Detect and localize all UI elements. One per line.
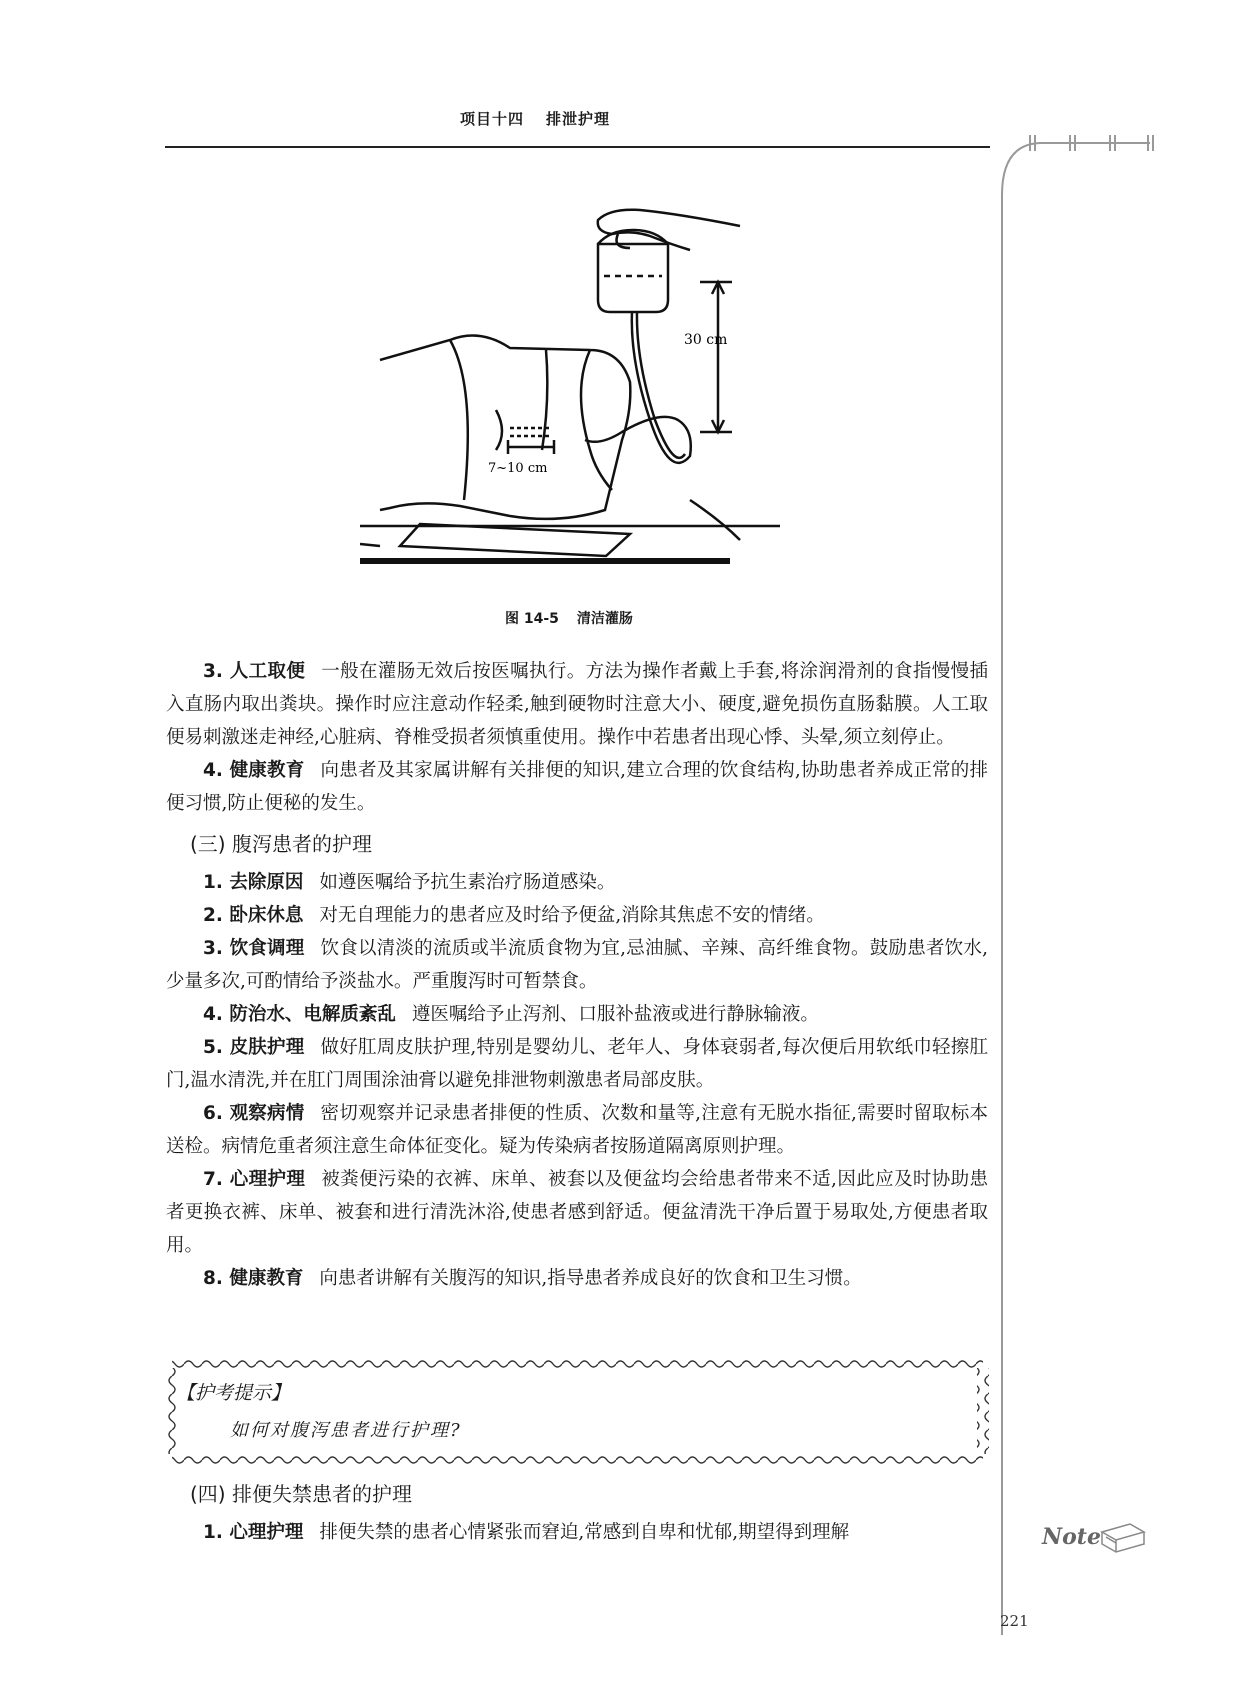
page-number: 221 xyxy=(1000,1612,1029,1630)
note-text: Note xyxy=(1042,1524,1101,1550)
paragraph-text: 遵医嘱给予止泻剂、口服补盐液或进行静脉输液。 xyxy=(411,1004,819,1025)
chapter-label: 项目十四 xyxy=(460,110,525,128)
paragraph-text: 排便失禁的患者心情紧张而窘迫,常感到自卑和忧郁,期望得到理解 xyxy=(319,1522,850,1543)
enema-illustration xyxy=(360,200,780,600)
paragraph xyxy=(166,932,988,998)
paragraph-label: 3. 饮食调理 xyxy=(203,938,305,959)
caption-number: 图 14-5 xyxy=(505,611,559,627)
running-header xyxy=(460,108,640,129)
paragraph-label: 8. 健康教育 xyxy=(203,1268,304,1289)
paragraph xyxy=(166,998,988,1031)
paragraph-text: 如遵医嘱给予抗生素治疗肠道感染。 xyxy=(319,872,616,893)
paragraph-text: 密切观察并记录患者排便的性质、次数和量等,注意有无脱水指征,需要时留取标本送检。病情危重者须注意生命体征变化。疑为传染病者按肠道隔离原则护理。 xyxy=(166,1103,989,1157)
tip-title: 【护考提示】 xyxy=(176,1382,291,1404)
chapter-title: 排泄护理 xyxy=(546,110,611,128)
paragraph-text: 一般在灌肠无效后按医嘱执行。方法为操作者戴上手套,将涂润滑剂的食指慢慢插入直肠内取出粪块。操作时应注意动作轻柔,触到硬物时注意大小、硬度,避免损伤直肠黏膜。人工取便易刺激迷走神经,心脏病、脊椎受损者须慎重使用。操作中若患者出现心悸、头晕,须立刻停止。 xyxy=(166,661,988,748)
paragraph-label: 3. 人工取便 xyxy=(203,661,306,682)
tip-border xyxy=(166,1358,989,1464)
main-text xyxy=(166,655,988,1295)
paragraph-label: 4. 防治水、电解质紊乱 xyxy=(203,1004,396,1025)
paragraph xyxy=(166,754,988,820)
height-label: 30 cm xyxy=(684,332,728,348)
paragraph-label: 1. 心理护理 xyxy=(203,1522,304,1543)
paragraph-text: 被粪便污染的衣裤、床单、被套以及便盆均会给患者带来不适,因此应及时协助患者更换衣裤、床单、被套和进行清洗沐浴,使患者感到舒适。便盆清洗干净后置于易取处,方便患者取用。 xyxy=(166,1169,988,1256)
paragraph xyxy=(166,1097,988,1163)
section-heading: (三) 腹泻患者的护理 xyxy=(190,832,372,856)
paragraph-text: 饮食以清淡的流质或半流质食物为宜,忌油腻、辛辣、高纤维食物。鼓励患者饮水,少量多次,可酌情给予淡盐水。严重腹泻时可暂禁食。 xyxy=(166,938,989,992)
paragraph-label: 4. 健康教育 xyxy=(203,760,305,781)
tip-question: 如何对腹泻患者进行护理? xyxy=(230,1420,462,1441)
paragraph-label: 2. 卧床休息 xyxy=(203,905,304,926)
paragraph-label: 7. 心理护理 xyxy=(203,1169,306,1190)
section-heading: (四) 排便失禁患者的护理 xyxy=(190,1482,412,1506)
paragraph-text: 向患者讲解有关腹泻的知识,指导患者养成良好的饮食和卫生习惯。 xyxy=(319,1268,862,1289)
depth-label: 7~10 cm xyxy=(488,461,548,476)
paragraph-text: 向患者及其家属讲解有关排便的知识,建立合理的饮食结构,协助患者养成正常的排便习惯,防止便秘的发生。 xyxy=(166,760,989,814)
header-rule xyxy=(165,146,990,148)
side-tab-ornament xyxy=(1000,135,1200,1635)
paragraph xyxy=(166,866,988,899)
paragraph-text: 做好肛周皮肤护理,特别是婴幼儿、老年人、身体衰弱者,每次便后用软纸巾轻擦肛门,温水清洗,并在肛门周围涂油膏以避免排泄物刺激患者局部皮肤。 xyxy=(166,1037,989,1091)
paragraph xyxy=(166,655,988,754)
paragraph-text: 对无自理能力的患者应及时给予便盆,消除其焦虑不安的情绪。 xyxy=(319,905,825,926)
paragraph-label: 1. 去除原因 xyxy=(203,872,304,893)
paragraph-label: 6. 观察病情 xyxy=(203,1103,305,1124)
paragraph xyxy=(166,899,988,932)
figure-caption xyxy=(505,608,633,628)
main-text-continued xyxy=(166,1470,988,1549)
exam-tip-box xyxy=(166,1358,989,1464)
caption-text: 清洁灌肠 xyxy=(576,611,633,627)
paragraph xyxy=(166,1262,988,1295)
paragraph-label: 5. 皮肤护理 xyxy=(203,1037,305,1058)
paragraph xyxy=(166,1516,988,1549)
paragraph xyxy=(166,1163,988,1262)
note-logo xyxy=(1040,1510,1150,1560)
paragraph xyxy=(166,1031,988,1097)
